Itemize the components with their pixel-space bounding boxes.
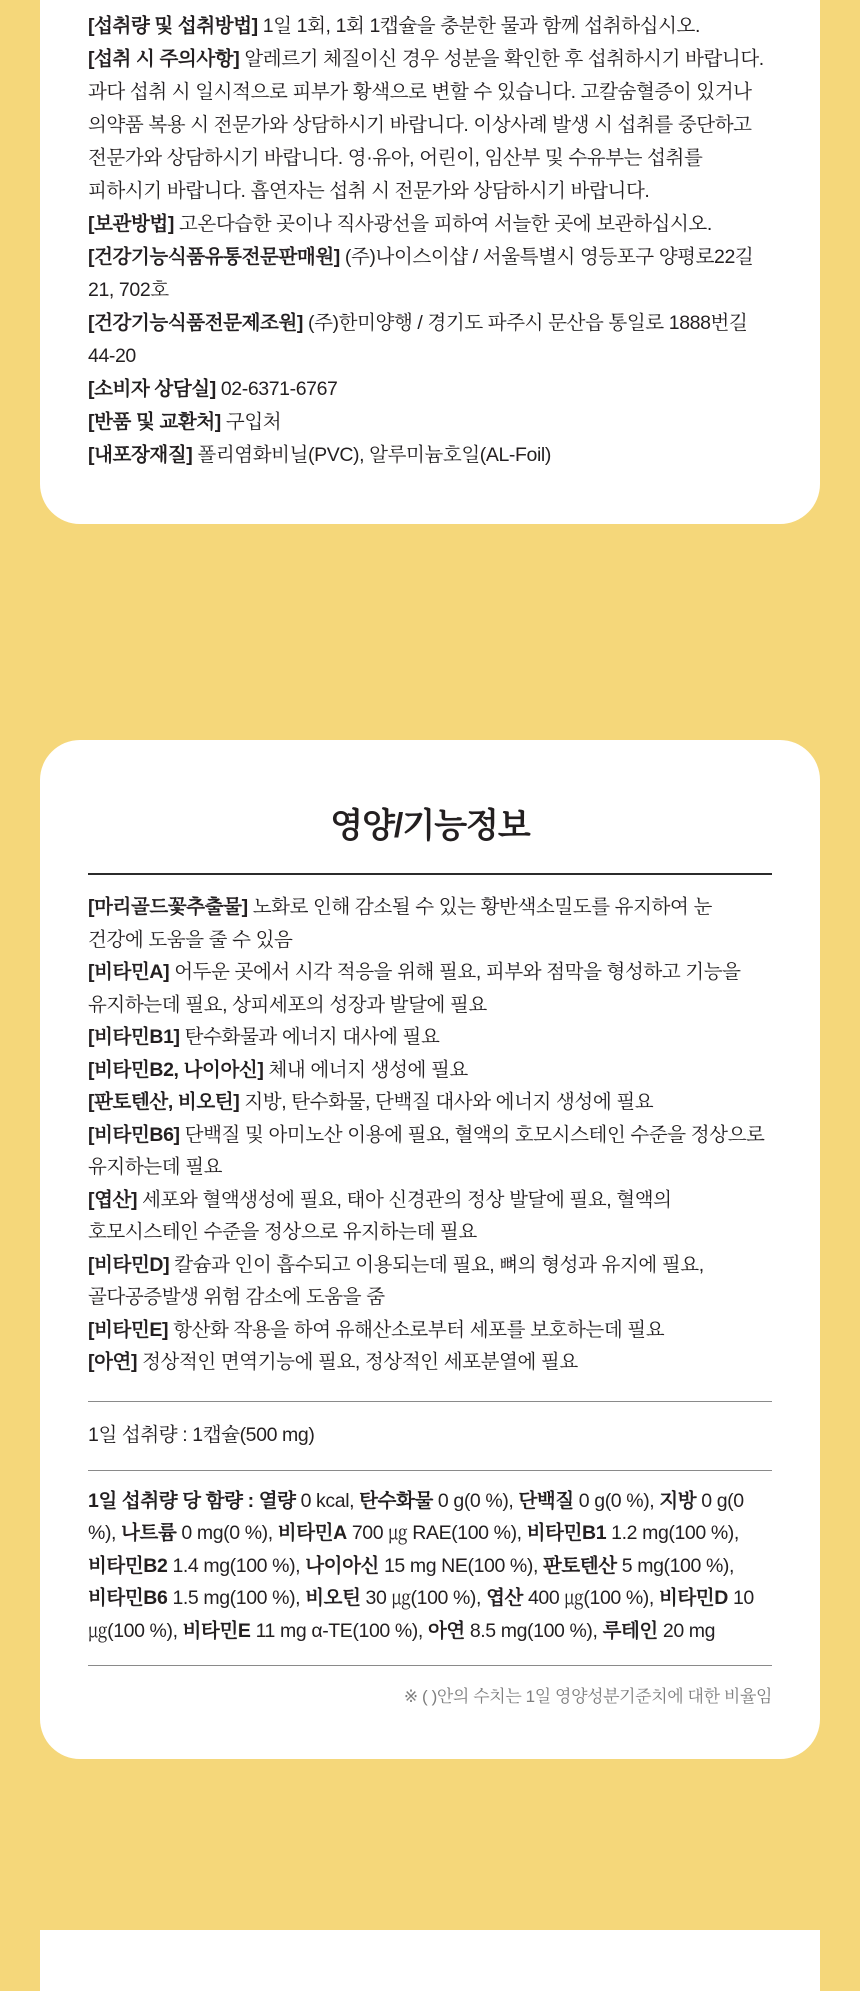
nutrient-value: 1.2 mg(100 %), (606, 1522, 739, 1544)
info-value: 폴리염화비닐(PVC), 알루미늄호일(AL-Foil) (192, 444, 551, 466)
info-label: [섭취 시 주의사항] (88, 48, 240, 70)
function-claim-item (88, 1086, 772, 1119)
function-claim-label: [비타민B1] (88, 1026, 180, 1048)
function-claim-text: 칼슘과 인이 흡수되고 이용되는데 필요, 뼈의 형성과 유지에 필요, 골다공증발생 위험 감소에 도움을 줌 (88, 1253, 704, 1308)
nutrient-name: 아연 (427, 1619, 465, 1642)
nutrient-name: 나트륨 (121, 1522, 177, 1544)
function-claim-label: [마리골드꽃추출물] (88, 896, 248, 918)
nutrient-value: 0 g(0 %), (88, 1489, 744, 1544)
nutrient-name: 비오틴 (305, 1587, 361, 1609)
function-claim-item (88, 1249, 772, 1314)
nutrient-name: 탄수화물 (359, 1489, 433, 1512)
function-claim-text: 정상적인 면역기능에 필요, 정상적인 세포분열에 필요 (137, 1351, 578, 1373)
function-claim-text: 체내 에너지 생성에 필요 (263, 1058, 468, 1081)
function-claim-text: 어두운 곳에서 시각 적응을 위해 필요, 피부와 점막을 형성하고 기능을 유지하는데 필요, 상피세포의 성장과 발달에 필요 (88, 961, 741, 1016)
info-line (88, 439, 772, 472)
function-claim-text: 단백질 및 아미노산 이용에 필요, 혈액의 호모시스테인 수준을 정상으로 유지하는데 필요 (88, 1123, 765, 1178)
nutrient-name: 비타민B1 (526, 1522, 607, 1544)
info-line (88, 208, 772, 241)
function-claim-label: [비타민B2, 나이아신] (88, 1058, 264, 1081)
nutrient-value: 700 ㎍ RAE(100 %), (346, 1522, 527, 1544)
nutrient-name: 비타민B2 (88, 1554, 168, 1577)
function-claim-label: [판토텐산, 비오틴] (88, 1091, 240, 1113)
nutrient-amount-text (88, 1485, 772, 1648)
nutrient-value: 8.5 mg(100 %), (464, 1619, 603, 1642)
function-claim-item (88, 891, 772, 956)
info-value: 1일 1회, 1회 1캡슐을 충분한 물과 함께 섭취하십시오. (257, 15, 700, 37)
nutrient-value: 5 mg(100 %), (616, 1554, 735, 1577)
nutrient-value: 1.5 mg(100 %), (167, 1587, 306, 1609)
nutrient-name: 엽산 (486, 1587, 523, 1609)
function-claim-label: [비타민D] (88, 1253, 170, 1276)
function-claim-text: 노화로 인해 감소될 수 있는 황반색소밀도를 유지하여 눈 건강에 도움을 줄 수 있음 (88, 896, 712, 951)
info-label: [건강기능식품전문제조원] (88, 312, 303, 334)
nutrient-name: 나이아신 (305, 1554, 379, 1577)
nutrient-name: 비타민A (277, 1522, 347, 1544)
divider-top (88, 873, 772, 875)
nutrient-value: 11 mg α-TE(100 %), (250, 1619, 428, 1642)
nutrient-name: 비타민E (182, 1619, 251, 1642)
function-claim-label: [비타민E] (88, 1318, 169, 1341)
function-claim-item (88, 1054, 772, 1087)
serving-size-text: 1일 섭취량 : 1캡슐(500 mg) (88, 1423, 315, 1446)
function-claim-item (88, 956, 772, 1021)
intake-info-text (88, 10, 772, 472)
nutrient-value: 20 mg (657, 1619, 716, 1642)
function-claim-label: [아연] (88, 1351, 138, 1373)
info-label: [섭취량 및 섭취방법] (88, 15, 258, 37)
function-claim-item (88, 1184, 772, 1249)
nutrient-value: 0 g(0 %), (573, 1489, 660, 1512)
function-claim-text: 탄수화물과 에너지 대사에 필요 (179, 1026, 440, 1048)
nutrient-value: 0 mg(0 %), (176, 1522, 278, 1544)
function-claim-item (88, 1346, 772, 1379)
function-claim-label: [비타민B6] (88, 1123, 180, 1146)
info-line (88, 43, 772, 208)
nutrient-value: 1.4 mg(100 %), (167, 1554, 306, 1577)
nutrient-name: 판토텐산 (543, 1554, 617, 1577)
nutrient-name: 비타민D (658, 1587, 728, 1609)
info-value: (주)한미양행 / 경기도 파주시 문산읍 통일로 1888번길 44-20 (88, 312, 748, 367)
info-label: [소비자 상담실] (88, 378, 216, 400)
info-value: 알레르기 체질이신 경우 성분을 확인한 후 섭취하시기 바랍니다. 과다 섭취 시 일시적으로 피부가 황색으로 변할 수 있습니다. 고칼숨혈증이 있거나 의약품 복용 시 전문가와 상담하시기 바랍니다. 이상사례 발생 시 섭취를 중단하고 전문가와 상담하시기 바랍니다. 영·유아, 어린이, 임산부 및 수유부는 섭취를 피하시기 바랍니다. 흡연자는 섭취 시 전문가와 상담하시기 바랍니다. (88, 48, 764, 202)
nutrient-name: 지방 (659, 1489, 697, 1512)
info-line (88, 241, 772, 307)
function-claim-item (88, 1021, 772, 1054)
nutrient-value: 15 mg NE(100 %), (378, 1554, 543, 1577)
nutrient-value: 0 kcal, (295, 1489, 360, 1512)
function-claim-text: 지방, 탄수화물, 단백질 대사와 에너지 생성에 필요 (239, 1091, 654, 1113)
divider-serving-bottom (88, 1470, 772, 1471)
divider-footnote (88, 1665, 772, 1666)
nutrient-name: 루테인 (602, 1619, 658, 1642)
nutrient-value: 400 ㎍(100 %), (522, 1587, 659, 1609)
intake-info-card (40, 0, 820, 524)
function-claim-label: [엽산] (88, 1188, 138, 1211)
function-claims-list (88, 891, 772, 1379)
footnote-text: ※ ( )안의 수치는 1일 영양성분기준치에 대한 비율임 (403, 1687, 772, 1706)
function-claim-text: 세포와 혈액생성에 필요, 태아 신경관의 정상 발달에 필요, 혈액의 호모시스테인 수준을 정상으로 유지하는데 필요 (88, 1188, 672, 1243)
info-value: 고온다습한 곳이나 직사광선을 피하여 서늘한 곳에 보관하십시오. (173, 213, 712, 235)
info-line (88, 406, 772, 439)
nutrient-amount-label: 1일 섭취량 당 함량 : (88, 1489, 259, 1512)
page-title: 영양/기능정보 (330, 807, 530, 845)
nutrient-value: 30 ㎍(100 %), (360, 1587, 487, 1609)
info-label: [건강기능식품유통전문판매원] (88, 246, 340, 268)
nutrient-name: 단백질 (518, 1489, 574, 1512)
info-line (88, 373, 772, 406)
function-claim-item (88, 1119, 772, 1184)
function-claim-item (88, 1314, 772, 1347)
card-bottom-extension (40, 1930, 820, 1991)
info-label: [내포장재질] (88, 444, 193, 466)
info-line (88, 307, 772, 373)
function-claim-label: [비타민A] (88, 961, 170, 983)
nutrition-info-card (40, 740, 820, 1759)
info-value: (주)나이스이샵 / 서울특별시 영등포구 양평로22길 21, 702호 (88, 246, 754, 301)
info-value: 구입처 (220, 411, 282, 433)
divider-serving-top (88, 1401, 772, 1402)
nutrient-value: 10 ㎍(100 %), (88, 1587, 754, 1642)
nutrient-name: 열량 (258, 1489, 296, 1512)
info-label: [반품 및 교환처] (88, 411, 221, 433)
nutrient-value: 0 g(0 %), (432, 1489, 519, 1512)
nutrient-name: 비타민B6 (88, 1587, 168, 1609)
info-label: [보관방법] (88, 213, 174, 235)
info-value: 02-6371-6767 (215, 378, 338, 400)
function-claim-text: 항산화 작용을 하여 유해산소로부터 세포를 보호하는데 필요 (168, 1318, 665, 1341)
info-line (88, 10, 772, 43)
